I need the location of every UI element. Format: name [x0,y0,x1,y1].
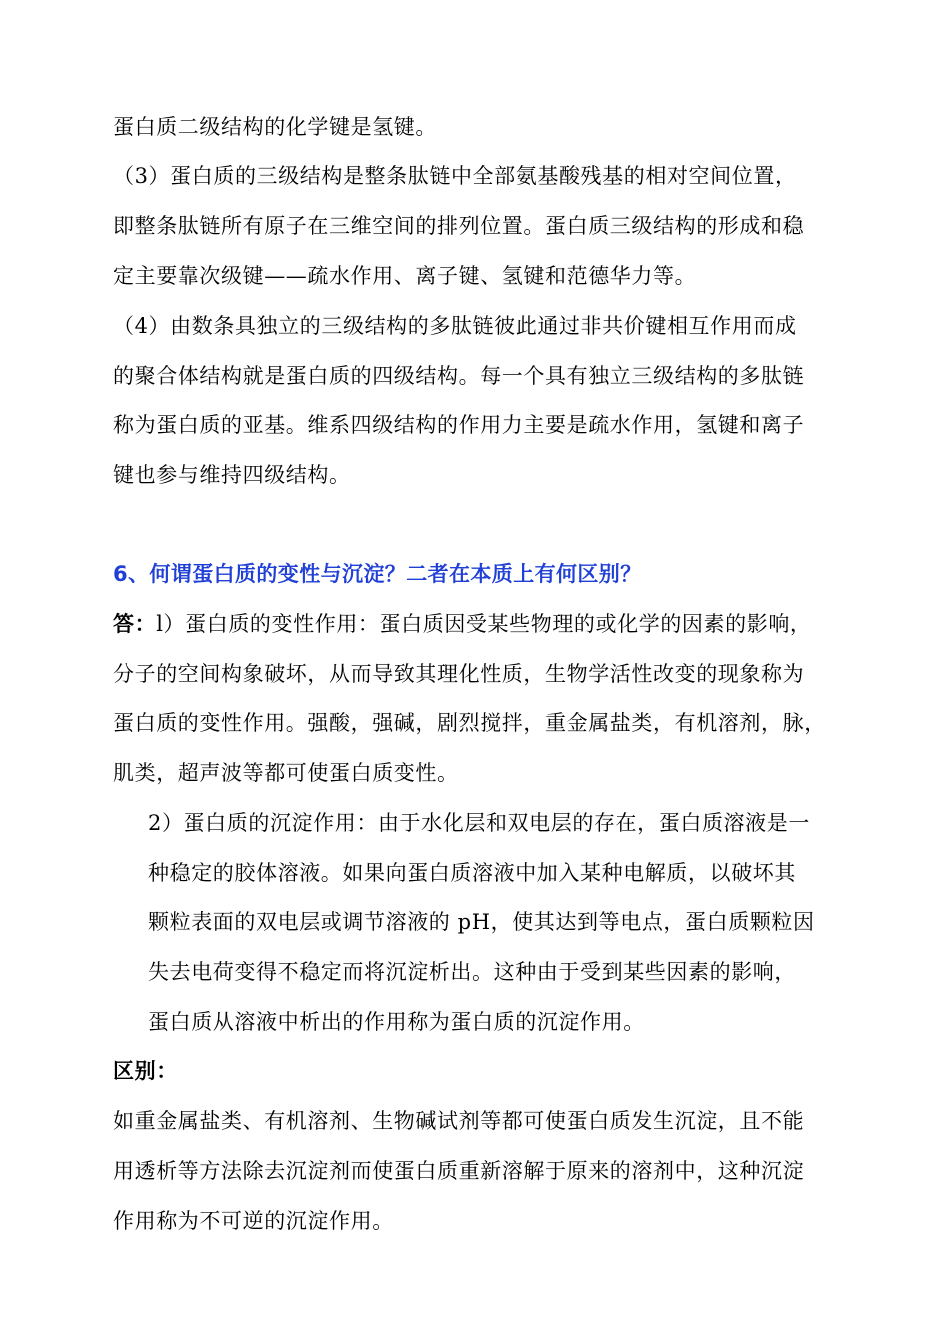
paragraph-line: 称为蛋白质的亚基。维系四级结构的作用力主要是疏水作用，氢键和离子 [113,413,805,437]
paragraph-line: 的聚合体结构就是蛋白质的四级结构。每一个具有独立三级结构的多肽链 [113,364,805,388]
paragraph-line: 键也参与维持四级结构。 [113,463,351,487]
answer-line: 肌类，超声波等都可使蛋白质变性。 [113,761,459,785]
difference-line: 作用称为不可逆的沉淀作用。 [113,1209,394,1233]
answer-line: 分子的空间构象破坏，从而导致其理化性质，生物学活性改变的现象称为 [113,662,805,686]
paragraph-line: 即整条肽链所有原子在三维空间的排列位置。蛋白质三级结构的形成和稳 [113,214,805,238]
paragraph-line: （3）蛋白质的三级结构是整条肽链中全部氨基酸残基的相对空间位置， [113,164,797,188]
difference-line: 如重金属盐类、有机溶剂、生物碱试剂等都可使蛋白质发生沉淀，且不能 [113,1109,805,1133]
difference-label: 区别： [113,1059,178,1083]
answer-first-line [113,610,812,638]
difference-line: 用透析等方法除去沉淀剂而使蛋白质重新溶解于原来的溶剂中，这种沉淀 [113,1159,805,1183]
answer-indented-line: 2）蛋白质的沉淀作用：由于水化层和双电层的存在，蛋白质溶液是一 [148,811,810,835]
answer-indented-line: 蛋白质从溶液中析出的作用称为蛋白质的沉淀作用。 [148,1010,645,1034]
answer-first-text: l）蛋白质的变性作用：蛋白质因受某些物理的或化学的因素的影响， [156,612,812,636]
question-title: 6、何谓蛋白质的变性与沉淀？二者在本质上有何区别？ [113,562,642,586]
paragraph-line: （4）由数条具独立的三级结构的多肽链彼此通过非共价键相互作用而成 [113,314,797,338]
paragraph-line: 定主要靠次级键——疏水作用、离子键、氢键和范德华力等。 [113,264,697,288]
answer-line: 蛋白质的变性作用。强酸，强碱，剧烈搅拌，重金属盐类，有机溶剂，脉， [113,711,826,735]
answer-indented-line: 颗粒表面的双电层或调节溶液的 pH，使其达到等电点，蛋白质颗粒因 [148,910,815,934]
answer-indented-line: 种稳定的胶体溶液。如果向蛋白质溶液中加入某种电解质，以破坏其 [148,861,796,885]
paragraph-line: 蛋白质二级结构的化学键是氢键。 [113,115,437,139]
answer-label: 答： [113,612,157,636]
answer-indented-line: 失去电荷变得不稳定而将沉淀析出。这种由于受到某些因素的影响， [148,960,796,984]
